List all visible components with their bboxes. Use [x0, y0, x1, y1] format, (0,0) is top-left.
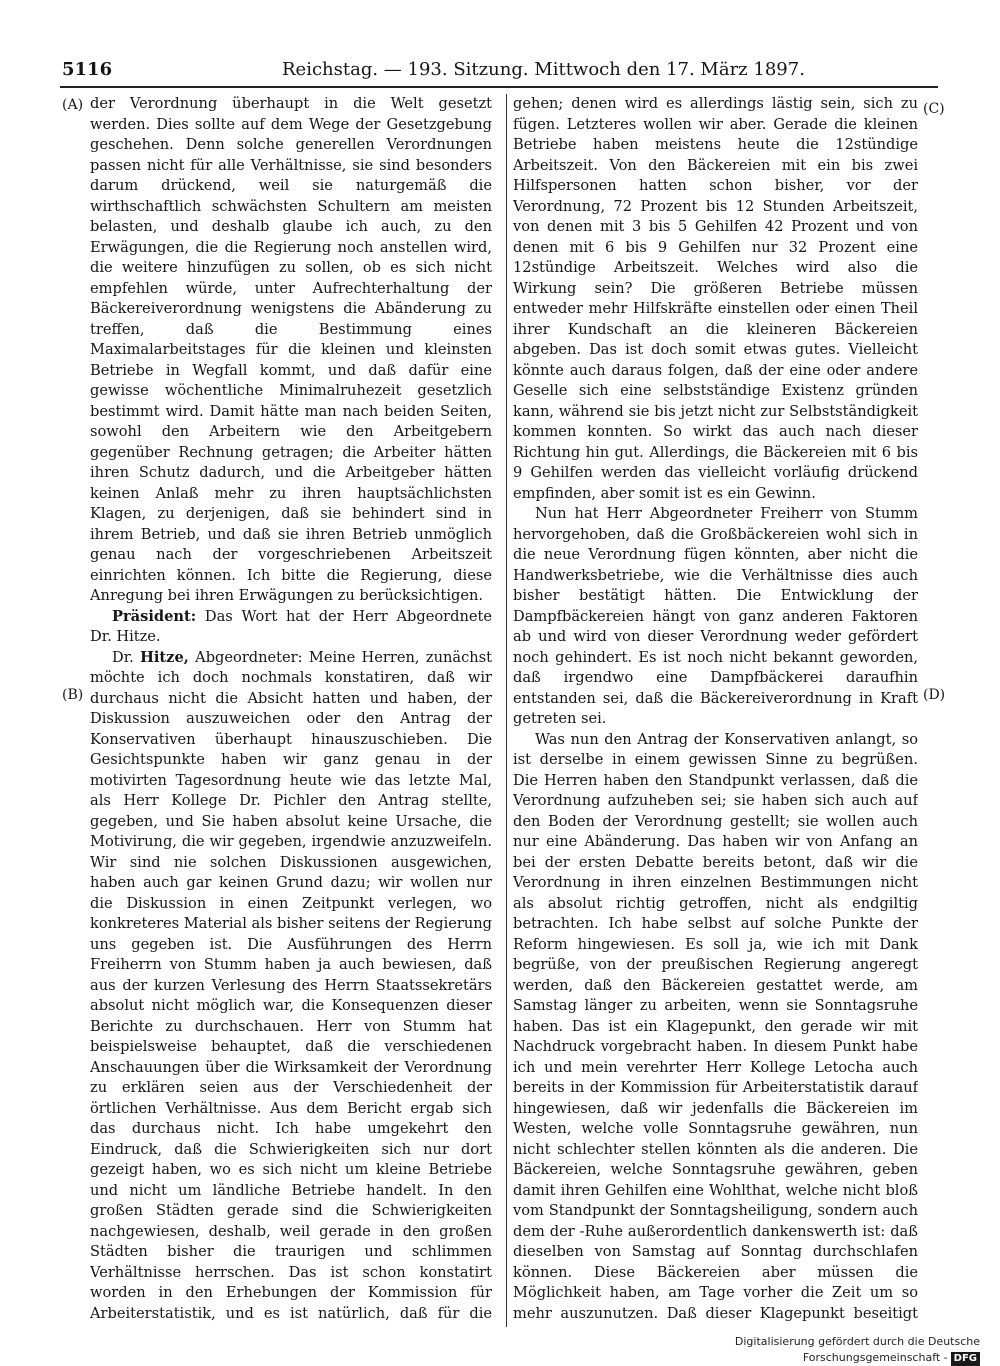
page-number: 5116: [62, 59, 113, 80]
paragraph: [90, 607, 492, 648]
speaker-label: Präsident:: [112, 607, 197, 625]
footer-text: Digitalisierung gefördert durch die Deutsche Forschungsgemeinschaft -: [734, 1335, 980, 1364]
paragraph-text: Das Wort hat der Herr Abgeordnete Dr. Hitze.: [90, 607, 492, 645]
speaker-title: Dr.: [112, 648, 134, 666]
speaker-label: Hitze,: [140, 648, 189, 666]
left-column: [90, 94, 492, 1324]
paragraph: Was nun den Antrag der Konservativen anlangt, so ist derselbe in einem gewissen Sinne zu begrüßen. Die Herren haben den Standpunkt verlassen, daß die Verordnung aufzuheben sei; sie haben sich auch auf den Boden der Verordnung gestellt; sie wollen auch nur eine Abänderung. Das haben wir von Anfang an bei der ersten Debatte bereits betont, daß wir die Verordnung in ihren einzelnen Bestimmungen nicht als absolut richtig getroffen, nicht als endgiltig betrachten. Ich habe selbst auf solche Punkte der Reform hingewiesen. Es soll ja, wie ich mit Dank begrüße, von der preußischen Regierung angeregt werden, daß den Bäckereien gestattet werde, am Samstag länger zu arbeiten, wenn sie Sonntagsruhe haben. Das ist ein Klagepunkt, den gerade wir mit Nachdruck vorgebracht haben. In diesem Punkt habe ich und mein verehrter Herr Kollege Letocha auch bereits in der Kommission für Arbeiterstatistik darauf hingewiesen, daß wir jedenfalls die Bäckereien im Westen, welche volle Sonntagsruhe gewähren, nun nicht schlechter stellen könnten als die anderen. Die Bäckereien, welche Sonntagsruhe gewähren, geben damit ihren Gehilfen eine Wohlthat, welche nicht bloß vom Standpunkt der Sonntagsheiligung, sondern auch dem der -Ruhe außerordentlich dankenswerth ist: daß dieselben von Samstag auf Sonntag durchschlafen können. Diese Bäckereien aber müssen die Möglichkeit haben, am Tage vorher die Zeit um so mehr auszunutzen. Daß dieser Klagepunkt beseitigt: [513, 730, 918, 1322]
page-header: [62, 58, 805, 82]
margin-marker-c: (C): [923, 101, 945, 117]
dfg-logo: DFG: [951, 1352, 980, 1366]
right-column: [513, 94, 918, 1324]
paragraph: der Verordnung überhaupt in die Welt gesetzt werden. Dies sollte auf dem Wege der Gesetzgebung geschehen. Denn solche generellen Verordnungen passen nicht für alle Verhältnisse, sie sind besonders darum drückend, weil sie naturgemäß die wirthschaftlich schwächsten Schultern am meisten belasten, und deshalb glaube ich auch, zu den Erwägungen, die die Regierung noch anstellen wird, die weitere hinzufügen zu sollen, ob es sich nicht empfehlen würde, unter Aufrechterhaltung der Bäckereiverordnung wenigstens die Abänderung zu treffen, daß die Bestimmung eines Maximalarbeitstages für die kleinen und kleinsten Betriebe in Wegfall kommt, und daß dafür eine gewisse wöchentliche Minimalruhezeit gesetzlich bestimmt wird. Damit hätte man nach beiden Seiten, sowohl den Arbeitern wie den Arbeitgebern gegenüber Rechnung getragen; die Arbeiter hätten ihren Schutz dadurch, und die Arbeitgeber hätten keinen Anlaß mehr zu ihren hauptsächlichsten Klagen, zu derjenigen, daß sie behindert sind in ihrem Betrieb, und daß sie ihren Betrieb unmöglich genau nach der vorgeschriebenen Arbeitszeit einrichten können. Ich bitte die Regierung, diese Anregung bei ihren Erwägungen zu berücksichtigen.: [90, 95, 492, 604]
page-title: Reichstag. — 193. Sitzung. Mittwoch den 17. März 1897.: [282, 59, 805, 80]
margin-marker-d: (D): [923, 687, 946, 703]
footer-credit: [600, 1334, 980, 1364]
paragraph: Nun hat Herr Abgeordneter Freiherr von Stumm hervorgehoben, daß die Großbäckereien wohl sich in die neue Verordnung fügen könnten, aber nicht die Handwerksbetriebe, wie die Verhältnisse dies auch bisher bestätigt hätten. Die Entwicklung der Dampfbäckereien hängt von ganz anderen Faktoren ab und wird von dieser Verordnung weder gefördert noch gehindert. Es ist noch nicht bekannt geworden, daß irgendwo eine Dampfbäckerei daraufhin entstanden sei, daß die Bäckereiverordnung in Kraft getreten sei.: [513, 505, 918, 727]
paragraph: gehen; denen wird es allerdings lästig sein, sich zu fügen. Letzteres wollen wir aber. Gerade die kleinen Betriebe haben meistens heute die 12stündige Arbeitszeit. Von den Bäckereien mit ein bis zwei Hilfspersonen hatten schon bisher, vor der Verordnung, 72 Prozent bis 12 Stunden Arbeitszeit, von denen mit 3 bis 5 Gehilfen 42 Prozent und von denen mit 6 bis 9 Gehilfen nur 32 Prozent eine 12stündige Arbeitszeit. Welches wird also die Wirkung sein? Die größeren Betriebe müssen entweder mehr Hilfskräfte einstellen oder einen Theil ihrer Kundschaft an die kleineren Bäckereien abgeben. Das ist doch somit etwas gutes. Vielleicht könnte auch daraus folgen, daß der eine oder andere Geselle sich eine selbstständige Existenz gründen kann, während sie bis jetzt nicht zur Selbstständigkeit kommen konnten. So wirkt das auch nach dieser Richtung hin gut. Allerdings, die Bäckereien mit 6 bis 9 Gehilfen werden das vielleicht vorläufig drückend empfinden, aber somit ist es ein Gewinn.: [513, 95, 918, 502]
paragraph-text: Abgeordneter: Meine Herren, zunächst möchte ich doch nochmals konstatiren, daß wir durchaus nicht die Absicht hatten und haben, der Diskussion auszuweichen oder den Antrag der Konservativen überhaupt hinauszuschieben. Die Gesichtspunkte haben wir ganz genau in der motivirten Tagesordnung heute wie das letzte Mal, als Herr Kollege Dr. Pichler den Antrag stellte, gegeben, und Sie haben absolut keine Ursache, die Motivirung, die wir gegeben, irgendwie anzuzweifeln. Wir sind nie solchen Diskussionen ausgewichen, haben auch gar keinen Grund dazu; wir wollen nur die Diskussion in einen Zeitpunkt verlegen, wo konkreteres Material als bisher seitens der Regierung uns gegeben ist. Die Ausführungen des Herrn Freiherrn von Stumm haben ja auch bewiesen, daß aus der kurzen Verlesung des Herrn Staatssekretärs absolut nicht möglich war, die Konsequenzen dieser Berichte zu durchschauen. Herr von Stumm hat beispielsweise behauptet, daß die verschiedenen Anschauungen über die Wirksamkeit der Verordnung zu erklären seien aus der Verschiedenheit der örtlichen Verhältnisse. Aus dem Bericht ergab sich das durchaus nicht. Ich habe umgekehrt den Eindruck, daß die Schwierigkeiten sich nur dort gezeigt haben, wo es sich nicht um kleine Betriebe und nicht um ländliche Betriebe handelt. In den großen Städten gerade sind die Schwierigkeiten nachgewiesen, deshalb, weil gerade in den großen Städten bisher die traurigen und schlimmen Verhältnisse herrschen. Das ist schon konstatirt worden in den Erhebungen der Kommission für Arbeiterstatistik, und es ist natürlich, daß für die: [90, 648, 492, 1322]
header-rule: [60, 86, 938, 88]
paragraph: [90, 648, 492, 1325]
margin-marker-a: (A): [62, 97, 84, 113]
column-divider: [506, 94, 507, 1327]
margin-marker-b: (B): [62, 687, 84, 703]
